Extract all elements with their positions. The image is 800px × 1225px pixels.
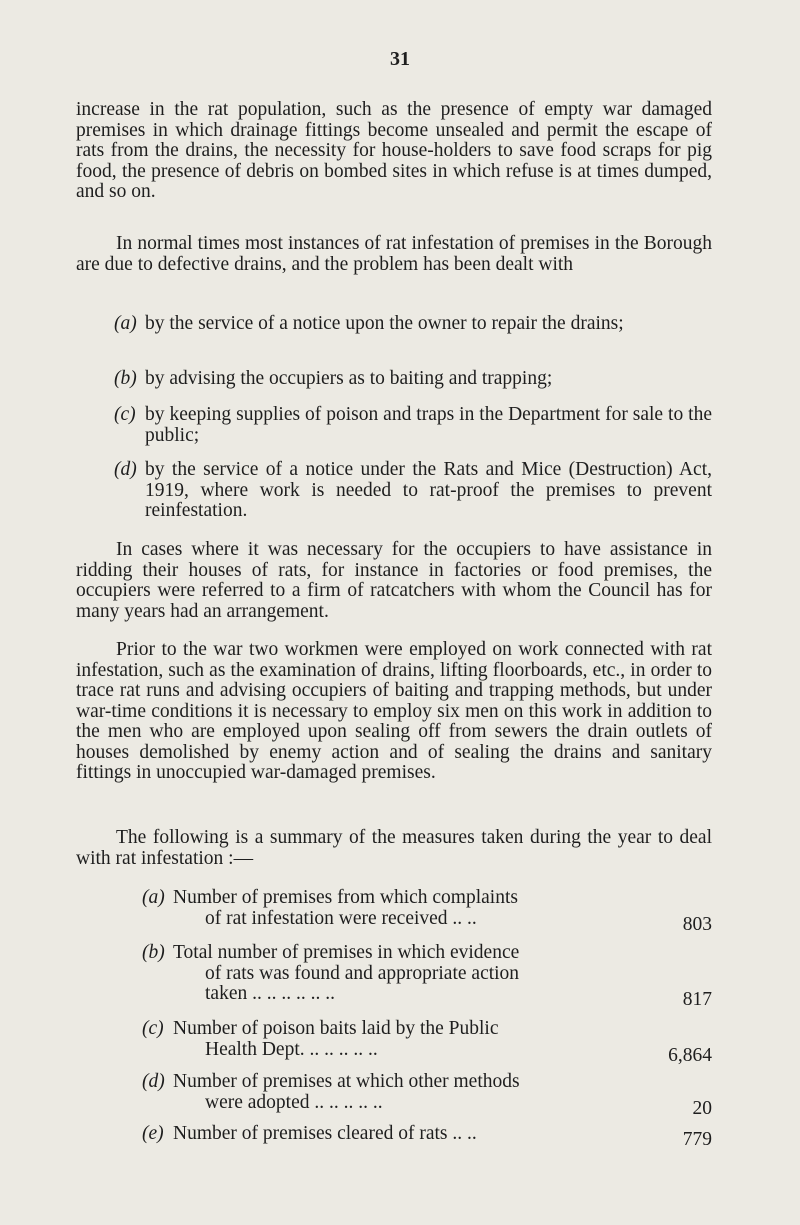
summary-label-line: Number of premises at which other methods xyxy=(173,1071,520,1092)
summary-label-line: were adopted .. .. .. .. .. xyxy=(205,1091,383,1113)
summary-label-line: Number of premises from which complaints xyxy=(173,887,518,908)
summary-label-line: of rats was found and appropriate action xyxy=(205,962,520,984)
paragraph-ratcatchers: In cases where it was necessary for the occupiers to have assistance in ridding their houses of rats, for instance in factories or food premises, the occupiers were referred to a firm of ratcatchers with whom the Council has for many years had an arrangement. xyxy=(76,539,712,622)
paragraph-rat-population-causes: increase in the rat population, such as the presence of empty war damaged premises in which drainage fittings become unsealed and permit the escape of rats from the drains, the necessity for house-holders to save food scraps for pig food, the presence of debris on bombed sites in which refuse is at times dumped, and so on. xyxy=(76,99,712,202)
summary-label-line: taken .. .. .. .. .. .. xyxy=(205,983,335,1004)
summary-marker: (b) xyxy=(142,942,165,963)
summary-label xyxy=(173,943,623,1005)
summary-marker: (a) xyxy=(142,887,165,908)
paragraph-normal-times: In normal times most instances of rat infestation of premises in the Borough are due to defective drains, and the problem has been dealt with xyxy=(76,233,712,275)
summary-value: 803 xyxy=(682,913,712,935)
method-marker: (b) xyxy=(114,368,137,389)
summary-marker: (d) xyxy=(142,1071,165,1092)
method-text: by keeping supplies of poison and traps in the Department for sale to the public; xyxy=(145,404,712,446)
method-marker: (c) xyxy=(114,404,136,425)
summary-row-complaints xyxy=(142,887,712,935)
summary-row-other-methods xyxy=(142,1071,712,1119)
summary-row-premises-cleared xyxy=(142,1123,712,1150)
summary-label xyxy=(173,1124,623,1145)
summary-marker: (e) xyxy=(142,1123,164,1144)
summary-value: 20 xyxy=(692,1097,712,1119)
paragraph-workmen: Prior to the war two workmen were employed on work connected with rat infestation, such as the examination of drains, lifting floorboards, etc., in order to trace rat runs and advising occupiers of baiting and trapping methods, but under war-time conditions it is necessary to employ six men on this work in addition to the men who are employed upon sealing off from sewers the drain outlets of houses demolished by enemy action and of sealing the drains and sanitary fittings in unoccupied war-damaged premises. xyxy=(76,639,712,783)
summary-value: 779 xyxy=(682,1129,712,1150)
summary-value: 6,864 xyxy=(668,1044,712,1066)
method-text: by advising the occupiers as to baiting and trapping; xyxy=(145,368,553,389)
method-marker: (d) xyxy=(114,459,137,480)
method-text: by the service of a notice upon the owner to repair the drains; xyxy=(145,313,624,334)
method-text: by the service of a notice under the Rats and Mice (Destruction) Act, 1919, where work is needed to rat-proof the premises to prevent reinfestation. xyxy=(145,459,712,521)
method-item-b xyxy=(114,369,712,390)
summary-label-line: Total number of premises in which evidence xyxy=(173,942,520,963)
paragraph-summary-intro: The following is a summary of the measures taken during the year to deal with rat infestation :— xyxy=(76,827,712,869)
summary-label-line: Health Dept. .. .. .. .. .. xyxy=(205,1038,378,1060)
summary-label xyxy=(173,1019,623,1060)
method-item-a xyxy=(114,314,712,335)
summary-label-line: Number of poison baits laid by the Public xyxy=(173,1018,499,1039)
summary-marker: (c) xyxy=(142,1018,164,1039)
method-marker: (a) xyxy=(114,313,137,334)
summary-label xyxy=(173,888,623,929)
summary-label-line: of rat infestation were received .. .. xyxy=(205,907,477,929)
summary-value: 817 xyxy=(682,989,712,1010)
method-item-d xyxy=(114,460,712,522)
method-item-c xyxy=(114,405,712,446)
summary-row-poison-baits xyxy=(142,1018,712,1066)
summary-row-evidence-found xyxy=(142,942,712,1010)
summary-label xyxy=(173,1072,623,1113)
summary-label-line: Number of premises cleared of rats .. .. xyxy=(173,1123,477,1144)
page-number: 31 xyxy=(390,48,410,70)
